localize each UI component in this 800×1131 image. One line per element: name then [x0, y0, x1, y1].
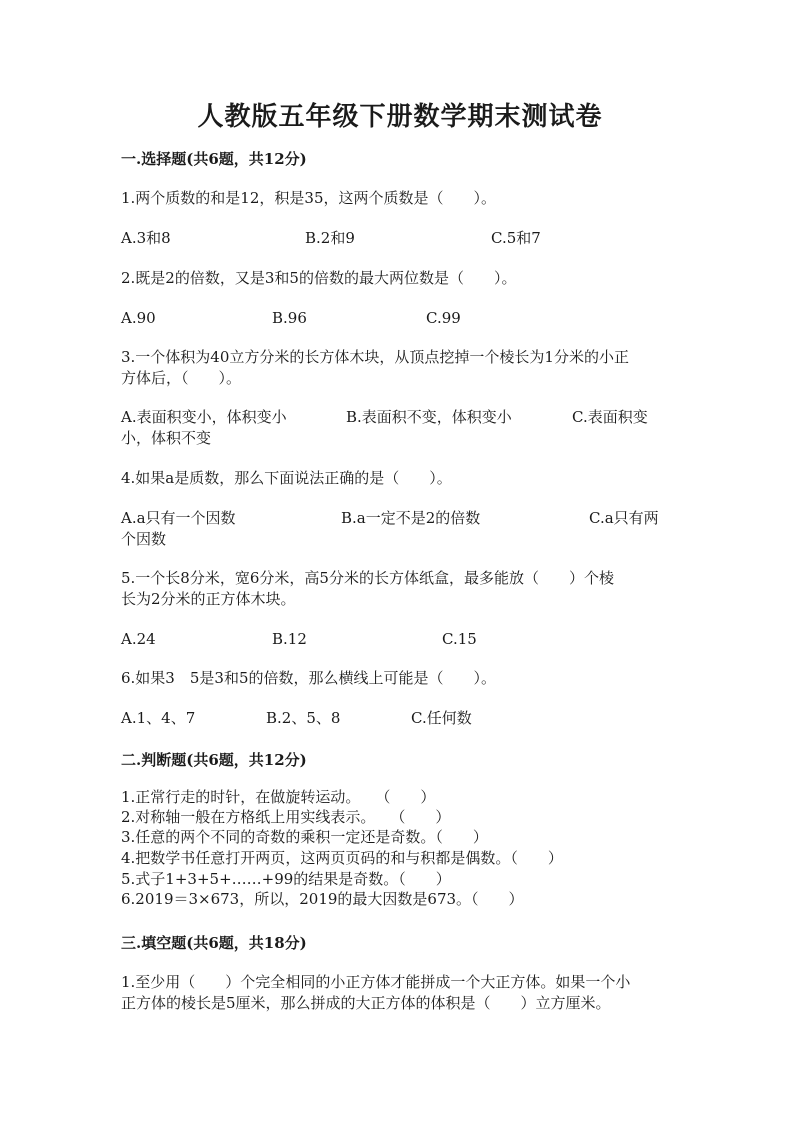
option-b: B.2、5、8 [266, 709, 341, 727]
option-c-continued: 小，体积不变 [121, 429, 212, 447]
judge-item: 4.把数学书任意打开两页，这两页页码的和与积都是偶数。（ ） [121, 849, 563, 867]
judge-item: 1.正常行走的时针，在做旋转运动。 （ ） [121, 788, 436, 806]
section-heading-judge: 二.判断题(共6题，共12分) [121, 751, 307, 769]
option-c: C.a只有两 [589, 509, 659, 527]
option-a: A.3和8 [121, 229, 171, 247]
judge-item: 3.任意的两个不同的奇数的乘积一定还是奇数。（ ） [121, 828, 488, 846]
option-b: B.2和9 [305, 229, 355, 247]
question-stem: 4.如果a是质数，那么下面说法正确的是（ ）。 [121, 469, 452, 487]
option-c: C.5和7 [491, 229, 541, 247]
judge-item: 6.2019＝3×673，所以，2019的最大因数是673。（ ） [121, 890, 524, 908]
question-stem: 2.既是2的倍数，又是3和5的倍数的最大两位数是（ ）。 [121, 269, 517, 287]
question-stem-line: 5.一个长8分米，宽6分米，高5分米的长方体纸盒，最多能放（ ）个棱 [121, 569, 614, 587]
option-c: C.任何数 [411, 709, 472, 727]
option-b: B.表面积不变，体积变小 [346, 408, 512, 426]
option-b: B.a一定不是2的倍数 [341, 509, 481, 527]
option-c: C.99 [426, 309, 461, 327]
question-stem-line: 长为2分米的正方体木块。 [121, 590, 296, 608]
option-a: A.表面积变小，体积变小 [121, 408, 287, 426]
option-a: A.90 [121, 309, 156, 327]
option-b: B.12 [272, 630, 307, 648]
judge-item: 5.式子1+3+5+……+99的结果是奇数。（ ） [121, 870, 451, 888]
question-stem: 6.如果3 5是3和5的倍数，那么横线上可能是（ ）。 [121, 669, 496, 687]
option-a: A.1、4、7 [121, 709, 196, 727]
option-c: C.15 [442, 630, 477, 648]
section-heading-fill: 三.填空题(共6题，共18分) [121, 934, 307, 952]
question-stem-line: 方体后，（ ）。 [121, 369, 242, 387]
judge-item: 2.对称轴一般在方格纸上用实线表示。 （ ） [121, 808, 451, 826]
option-a: A.24 [121, 630, 156, 648]
option-c-continued: 个因数 [121, 530, 167, 548]
question-stem-line: 3.一个体积为40立方分米的长方体木块，从顶点挖掉一个棱长为1分米的小正 [121, 348, 629, 366]
option-a: A.a只有一个因数 [121, 509, 236, 527]
question-stem: 1.两个质数的和是12，积是35，这两个质数是（ ）。 [121, 189, 496, 207]
fill-item-line: 1.至少用（ ）个完全相同的小正方体才能拼成一个大正方体。如果一个小 [121, 973, 631, 991]
option-b: B.96 [272, 309, 307, 327]
page-title: 人教版五年级下册数学期末测试卷 [197, 102, 603, 132]
section-heading-choice: 一.选择题(共6题，共12分) [121, 150, 307, 168]
option-c: C.表面积变 [572, 408, 648, 426]
fill-item-line: 正方体的棱长是5厘米，那么拼成的大正方体的体积是（ ）立方厘米。 [121, 994, 611, 1012]
